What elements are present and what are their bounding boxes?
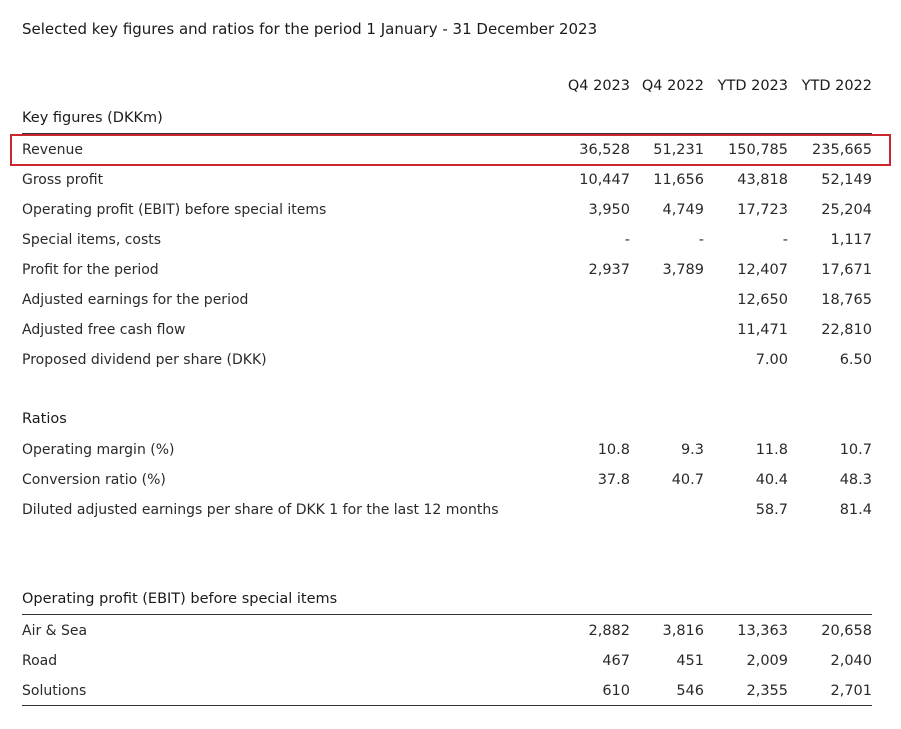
cell-ytd-2022: 20,658 (821, 623, 872, 639)
cell-q4-2023: 37.8 (597, 472, 630, 488)
cell-ytd-2023: 17,723 (737, 202, 788, 218)
cell-q4-2022: 3,816 (662, 623, 704, 639)
table-row-ebit (22, 195, 872, 225)
row-label: Road (22, 653, 58, 669)
cell-q4-2023: 36,528 (579, 142, 630, 158)
table-row-conversion-ratio (22, 465, 872, 495)
cell-ytd-2022: 10.7 (839, 442, 872, 458)
table-row-profit-for-period (22, 255, 872, 285)
cell-q4-2023: 3,950 (588, 202, 630, 218)
cell-ytd-2022: 81.4 (839, 502, 872, 518)
table-row-adjusted-free-cash-flow (22, 315, 872, 345)
cell-ytd-2022: 18,765 (821, 292, 872, 308)
cell-ytd-2022: 2,040 (830, 653, 872, 669)
row-label: Air & Sea (22, 623, 88, 639)
row-label: Gross profit (22, 172, 104, 188)
row-label: Revenue (22, 142, 83, 158)
cell-ytd-2022: 48.3 (839, 472, 872, 488)
column-header-q4-2023: Q4 2023 (567, 78, 630, 94)
table-row-adjusted-earnings (22, 285, 872, 315)
cell-q4-2023: - (624, 232, 630, 248)
row-label: Special items, costs (22, 232, 162, 248)
cell-q4-2023: 10.8 (597, 442, 630, 458)
row-label: Adjusted free cash flow (22, 322, 186, 338)
table-row-gross-profit (22, 165, 872, 195)
cell-q4-2022: 9.3 (680, 442, 704, 458)
cell-ytd-2023: 12,650 (737, 292, 788, 308)
table-row-operating-margin (22, 435, 872, 465)
cell-ytd-2023: 12,407 (737, 262, 788, 278)
table-row-diluted-adjusted-eps (22, 495, 872, 525)
ebit-segments-section-title: Operating profit (EBIT) before special items (22, 591, 338, 607)
table-row-proposed-dividend (22, 345, 872, 375)
row-label: Adjusted earnings for the period (22, 292, 249, 308)
column-header-q4-2022: Q4 2022 (641, 78, 704, 94)
cell-ytd-2023: 150,785 (728, 142, 788, 158)
key-figures-section-title: Key figures (DKKm) (22, 110, 163, 126)
cell-ytd-2023: 11,471 (737, 322, 788, 338)
cell-ytd-2023: 58.7 (755, 502, 788, 518)
cell-q4-2022: 11,656 (653, 172, 704, 188)
cell-q4-2023: 2,937 (588, 262, 630, 278)
row-label: Proposed dividend per share (DKK) (22, 352, 267, 368)
table-row-road (22, 646, 872, 676)
page-title: Selected key figures and ratios for the period 1 January - 31 December 2023 (22, 20, 598, 38)
column-header-ytd-2023: YTD 2023 (717, 78, 788, 94)
cell-ytd-2022: 17,671 (821, 262, 872, 278)
cell-ytd-2022: 2,701 (830, 683, 872, 699)
cell-q4-2022: - (698, 232, 704, 248)
cell-q4-2023: 10,447 (579, 172, 630, 188)
cell-ytd-2023: 7.00 (755, 352, 788, 368)
ebit-segments-bottom-rule (22, 705, 872, 706)
ratios-section-title: Ratios (22, 411, 67, 427)
ebit-segments-top-rule (22, 614, 872, 615)
cell-q4-2022: 3,789 (662, 262, 704, 278)
cell-q4-2023: 467 (602, 653, 630, 669)
row-label: Solutions (22, 683, 87, 699)
cell-ytd-2022: 22,810 (821, 322, 872, 338)
cell-q4-2023: 2,882 (588, 623, 630, 639)
cell-ytd-2022: 1,117 (830, 232, 872, 248)
table-row-air-sea (22, 616, 872, 646)
row-label: Conversion ratio (%) (22, 472, 166, 488)
cell-ytd-2023: 40.4 (755, 472, 788, 488)
cell-ytd-2023: 43,818 (737, 172, 788, 188)
cell-q4-2022: 546 (676, 683, 704, 699)
cell-ytd-2022: 235,665 (812, 142, 872, 158)
table-row-solutions (22, 676, 872, 706)
cell-ytd-2023: 2,355 (746, 683, 788, 699)
row-label: Profit for the period (22, 262, 159, 278)
cell-ytd-2023: - (782, 232, 788, 248)
cell-ytd-2023: 2,009 (746, 653, 788, 669)
cell-ytd-2022: 6.50 (839, 352, 872, 368)
table-row-revenue (22, 135, 872, 165)
cell-q4-2022: 40.7 (671, 472, 704, 488)
cell-ytd-2022: 25,204 (821, 202, 872, 218)
cell-ytd-2022: 52,149 (821, 172, 872, 188)
row-label: Diluted adjusted earnings per share of DKK 1 for the last 12 months (22, 502, 499, 518)
cell-q4-2022: 4,749 (662, 202, 704, 218)
table-row-special-items (22, 225, 872, 255)
column-header-row (0, 78, 901, 100)
row-label: Operating margin (%) (22, 442, 175, 458)
cell-q4-2022: 451 (676, 653, 704, 669)
column-header-ytd-2022: YTD 2022 (801, 78, 872, 94)
cell-ytd-2023: 11.8 (755, 442, 788, 458)
row-label: Operating profit (EBIT) before special items (22, 202, 327, 218)
cell-q4-2023: 610 (602, 683, 630, 699)
cell-q4-2022: 51,231 (653, 142, 704, 158)
cell-ytd-2023: 13,363 (737, 623, 788, 639)
